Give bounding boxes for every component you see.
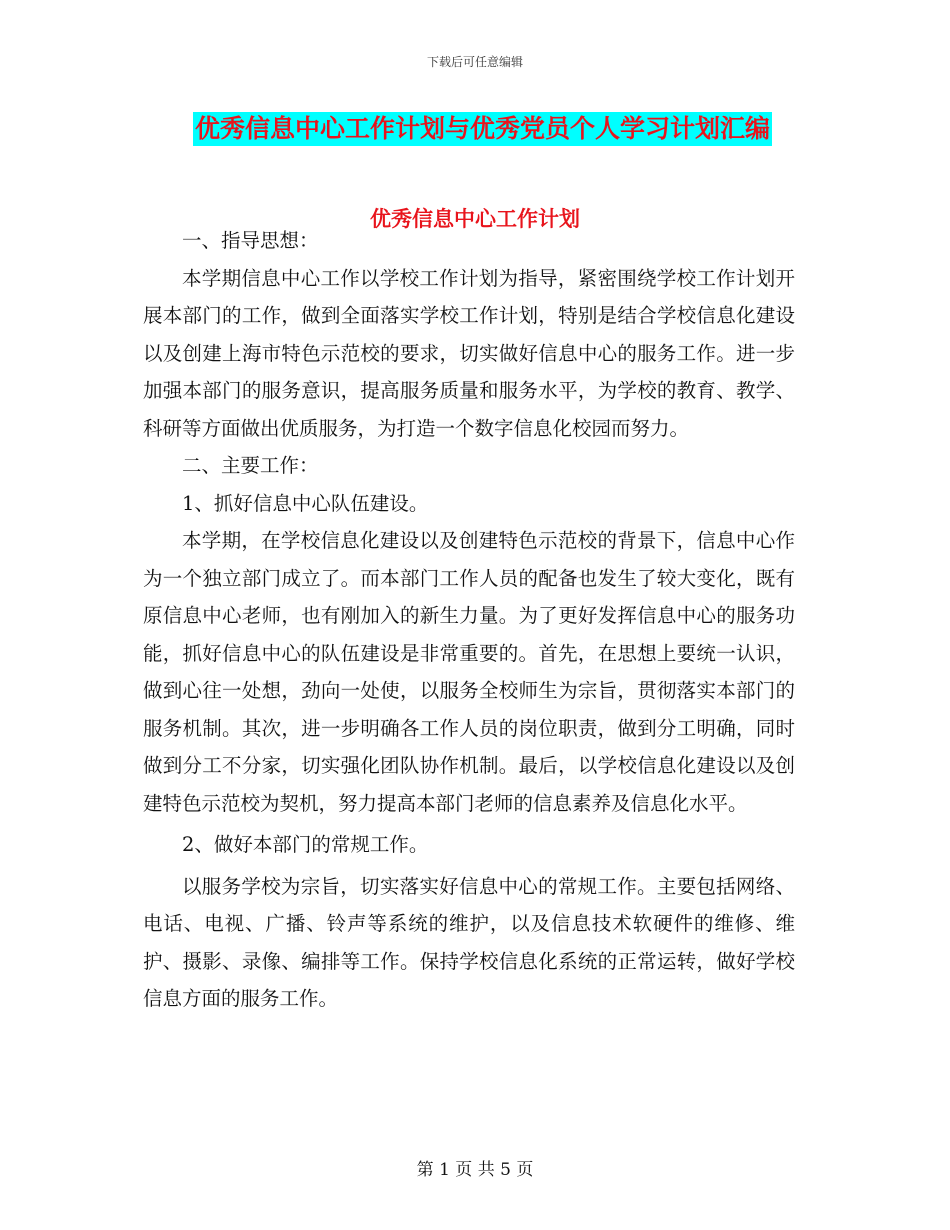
heading-team-building: 1、抓好信息中心队伍建设。 [182, 491, 429, 515]
header-note: 下载后可任意编辑 [426, 55, 523, 69]
section-title: 优秀信息中心工作计划 [370, 207, 580, 231]
heading-guiding-ideology: 一、指导思想： [182, 229, 319, 252]
heading-routine-work: 2、做好本部门的常规工作。 [182, 833, 429, 856]
paragraph-routine-work: 以服务学校为宗旨，切实落实好信息中心的常规工作。主要包括网络、电话、电视、广播、铃声等系统的维护，以及信息技术软硬件的维修、维护、摄影、录像、编排等工作。保持学校信息化系统的正常运转，做好学校信息方面的服务工作。 [143, 874, 795, 1010]
paragraph-guiding-ideology: 本学期信息中心工作以学校工作计划为指导，紧密围绕学校工作计划开展本部门的工作，做到全面落实学校工作计划，特别是结合学校信息化建设以及创建上海市特色示范校的要求，切实做好信息中心的服务工作。进一步加强本部门的服务意识，提高服务质量和服务水平，为学校的教育、教学、科研等方面做出优质服务，为打造一个数字信息化校园而努力。 [143, 266, 795, 440]
document-title: 优秀信息中心工作计划与优秀党员个人学习计划汇编 [193, 112, 772, 146]
paragraph-team-building: 本学期，在学校信息化建设以及创建特色示范校的背景下，信息中心作为一个独立部门成立了。而本部门工作人员的配备也发生了较大变化，既有原信息中心老师，也有刚加入的新生力量。为了更好发挥信息中心的服务功能，抓好信息中心的队伍建设是非常重要的。首先，在思想上要统一认识，做到心往一处想，劲向一处使，以服务全校师生为宗旨，贯彻落实本部门的服务机制。其次，进一步明确各工作人员的岗位职责，做到分工明确，同时做到分工不分家，切实强化团队协作机制。最后，以学校信息化建设以及创建特色示范校为契机，努力提高本部门老师的信息素养及信息化水平。 [143, 529, 795, 815]
document-body [143, 222, 795, 1018]
heading-main-work: 二、主要工作： [182, 454, 319, 477]
page-footer: 第 1 页 共 5 页 [416, 1160, 534, 1180]
